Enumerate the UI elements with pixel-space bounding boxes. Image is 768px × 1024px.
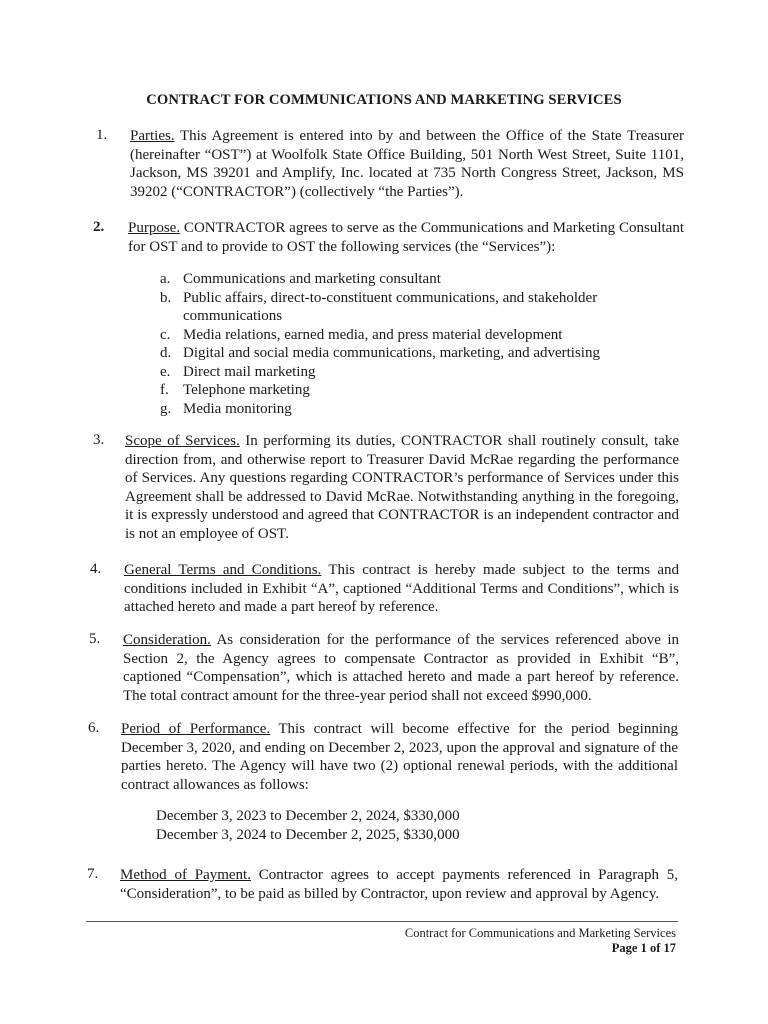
section-number: 4. <box>90 561 102 577</box>
document-title: CONTRACT FOR COMMUNICATIONS AND MARKETING SERVICES <box>146 92 622 108</box>
section-heading: Period of Performance. <box>121 721 271 737</box>
section-general-terms <box>124 561 679 617</box>
section-heading: Method of Payment. <box>120 867 251 883</box>
section-heading: Purpose. <box>128 220 181 236</box>
section-period <box>121 720 678 794</box>
section-text: This Agreement is entered into by and between the Office of the State Treasurer (hereinafter “OST”) at Woolfolk State Office Building, 501 North West Street, Suite 1101, Jackson, MS 39201 and Amplify, Inc. located at 735 North Congress Street, Jackson, MS 39202 (“CONTRACTOR”) (collectively “the Parties”). <box>130 128 684 200</box>
section-number: 2. <box>93 219 105 235</box>
section-heading: General Terms and Conditions. <box>124 562 322 578</box>
section-text: In performing its duties, CONTRACTOR shall routinely consult, take direction from, and otherwise report to Treasurer David McRae regarding the performance of Services. Any questions regarding CONTRACTOR’s performance of Services under this Agreement shall be addressed to David McRae. Notwithstanding anything in the foregoing, it is expressly understood and agreed that CONTRACTOR is an independent contractor and is not an employee of OST. <box>125 433 680 542</box>
services-list <box>160 270 623 418</box>
section-parties <box>130 127 684 201</box>
list-item: d. Digital and social media communications, marketing, and advertising <box>160 345 600 361</box>
section-number: 7. <box>87 866 99 882</box>
renewal-period: December 3, 2024 to December 2, 2025, $330,000 <box>156 827 460 843</box>
footer-divider <box>86 921 678 922</box>
renewal-periods <box>156 807 460 845</box>
section-number: 3. <box>93 432 105 448</box>
section-number: 5. <box>89 631 101 647</box>
section-number: 6. <box>88 720 100 736</box>
renewal-period: December 3, 2023 to December 2, 2024, $330,000 <box>156 808 460 824</box>
section-text: As consideration for the performance of the services referenced above in Section 2, the Agency agrees to compensate Contractor as provided in Exhibit “B”, captioned “Compensation”, which is attached hereto and made a part hereof by reference. The total contract amount for the three-year period shall not exceed $990,000. <box>123 632 679 704</box>
list-item: c. Media relations, earned media, and press material development <box>160 326 563 343</box>
section-payment <box>120 866 678 903</box>
section-text: Contractor agrees to accept payments referenced in Paragraph 5, “Consideration”, to be paid as billed by Contractor, upon review and approval by Agency. <box>120 867 678 902</box>
section-heading: Parties. <box>130 128 175 144</box>
list-item: a. Communications and marketing consultant <box>160 271 441 287</box>
list-item: e. Direct mail marketing <box>160 363 316 380</box>
section-purpose <box>128 219 684 256</box>
section-scope <box>125 432 679 544</box>
list-item: g. Media monitoring <box>160 400 292 417</box>
section-text: CONTRACTOR agrees to serve as the Communications and Marketing Consultant for OST and to provide to OST the following services (the “Services”): <box>128 220 684 255</box>
section-text: This contract is hereby made subject to the terms and conditions included in Exhibit “A”, captioned “Additional Terms and Conditions”, which is attached hereto and made a part hereof by reference. <box>124 562 679 616</box>
section-text: This contract will become effective for the period beginning December 3, 2020, and ending on December 2, 2023, upon the approval and signature of the parties hereto. The Agency will have two (2) optional renewal periods, with the additional contract allowances as follows: <box>121 721 678 793</box>
section-heading: Consideration. <box>123 632 211 648</box>
footer-title: Contract for Communications and Marketing Services <box>404 926 676 940</box>
page-number: Page 1 of 17 <box>611 941 676 955</box>
list-item: f. Telephone marketing <box>160 382 310 398</box>
section-number: 1. <box>96 127 108 143</box>
section-heading: Scope of Services. <box>125 433 240 449</box>
list-item: b. Public affairs, direct-to-constituent communications, and stakeholder communications <box>160 289 598 324</box>
section-consideration <box>123 631 679 705</box>
